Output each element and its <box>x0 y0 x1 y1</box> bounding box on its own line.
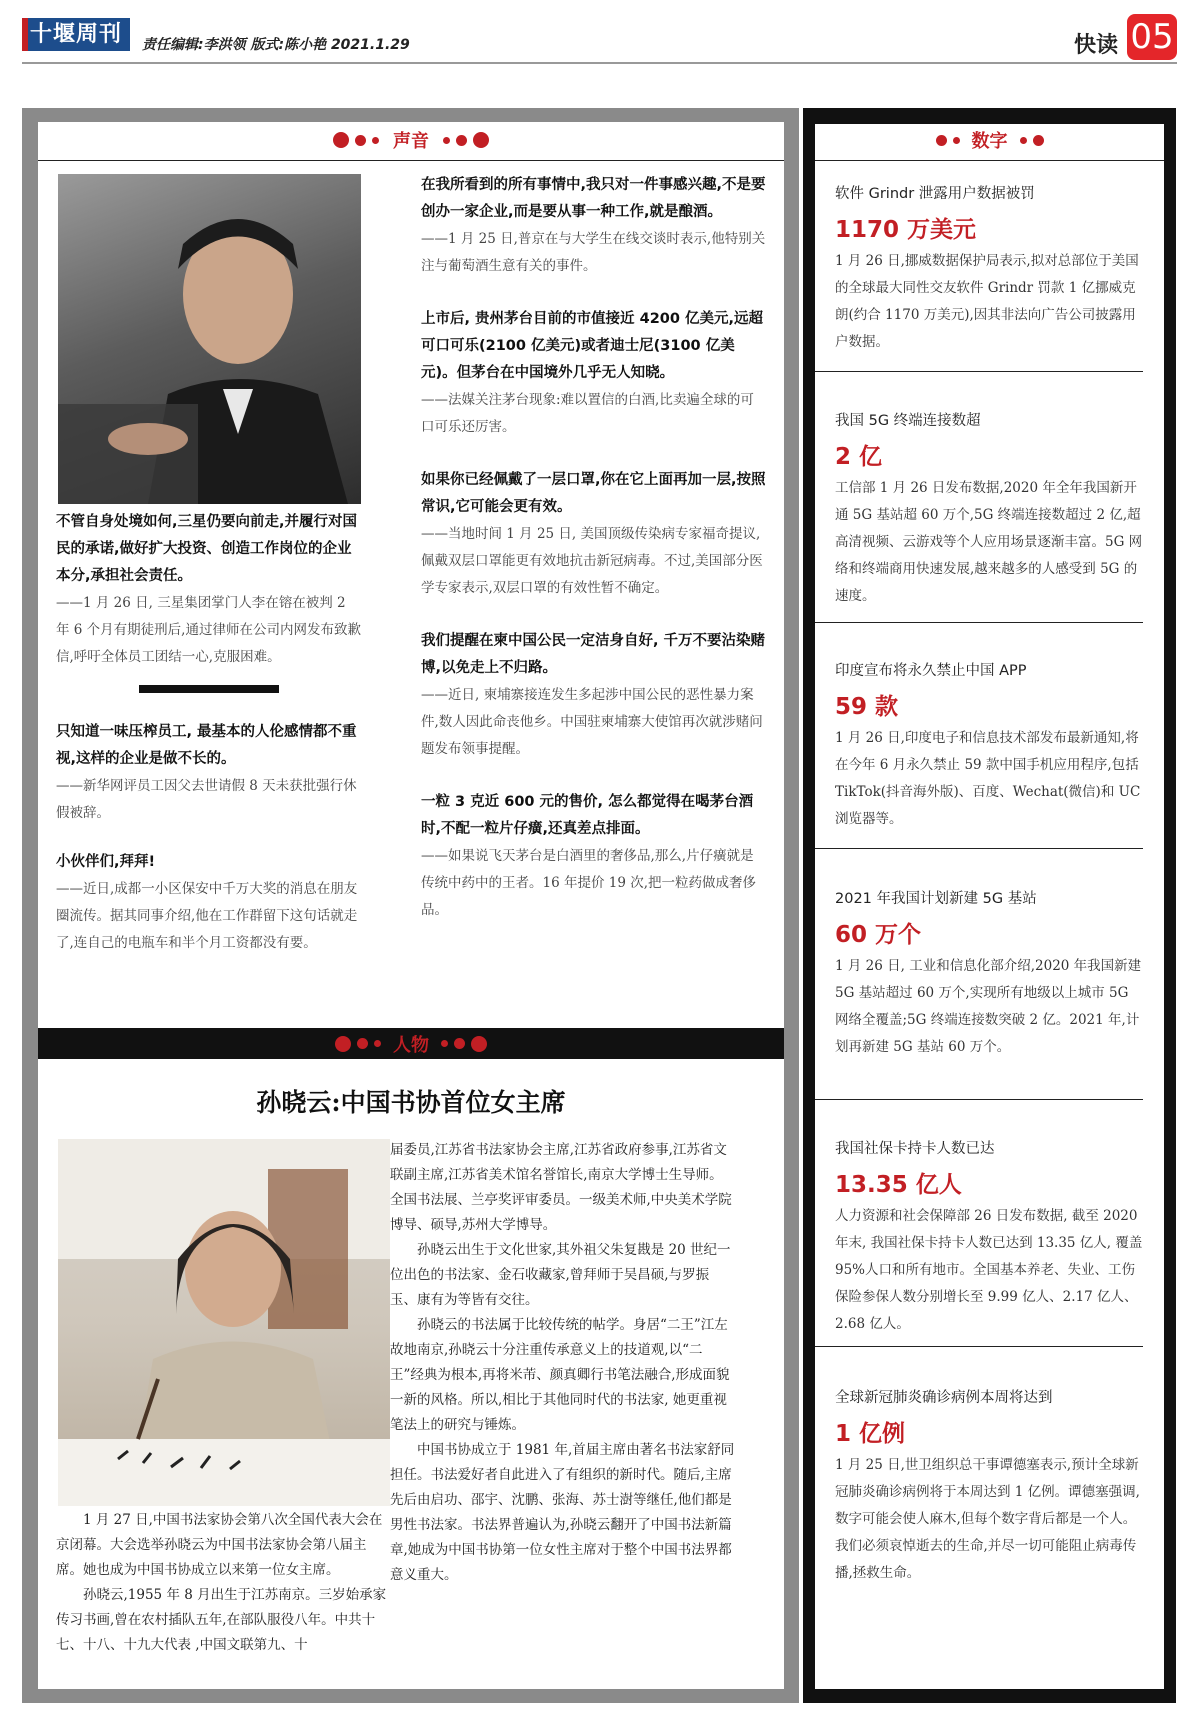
voices-panel <box>38 122 784 1028</box>
header-dot-icon <box>372 137 379 144</box>
number-title: 全球新冠肺炎确诊病例本周将达到 <box>835 1390 1053 1406</box>
number-title: 软件 Grindr 泄露用户数据被罚 <box>835 186 1035 202</box>
number-title: 我国 5G 终端连接数超 <box>835 413 981 429</box>
people-paragraph: 1 月 27 日,中国书法家协会第八次全国代表大会在京闭幕。大会选举孙晓云为中国书法家协会第八届主席。她也成为中国书协成立以来第一位女主席。 <box>56 1512 383 1578</box>
header-dot-icon <box>357 1038 368 1049</box>
header-dot-icon <box>456 135 467 146</box>
people-title: 人物 <box>393 1034 429 1056</box>
voice-note: ——如果说飞天茅台是白酒里的奢侈品,那么,片仔癀就是传统中药中的王者。16 年提价 19 次,把一粒药做成奢侈品。 <box>421 848 757 918</box>
number-body: 1 月 26 日,印度电子和信息技术部发布最新通知,将在今年 6 月永久禁止 59 款中国手机应用程序,包括 TikTok(抖音海外版)、百度、Wechat(微信)和 UC 浏览器等。 <box>835 730 1141 827</box>
voice-quote: 如果你已经佩戴了一层口罩,你在它上面再加一层,按照常识,它可能会更有效。 <box>421 472 766 515</box>
header-dot-icon <box>953 137 960 144</box>
number-item <box>835 659 1145 833</box>
voice-item <box>421 467 766 602</box>
number-divider <box>815 622 1143 623</box>
people-paragraph: 孙晓云出生于文化世家,其外祖父朱复戡是 20 世纪一位出色的书法家、金石收藏家,曾拜师于吴昌硕,与罗振玉、康有为等皆有交往。 <box>390 1242 731 1308</box>
voice-item <box>56 849 361 957</box>
numbers-header-rule <box>815 160 1164 161</box>
header-rule <box>22 62 1177 64</box>
calligraphy-photo-icon <box>58 1139 390 1506</box>
credits-line: 责任编辑:李洪领 版式:陈小艳 2021.1.29 <box>142 37 410 53</box>
number-value: 13.35 亿人 <box>835 1172 962 1198</box>
portrait-photo-icon <box>58 174 361 504</box>
header-dot-icon <box>355 135 366 146</box>
header-dot-icon <box>374 1040 381 1047</box>
number-title: 印度宣布将永久禁止中国 APP <box>835 663 1027 679</box>
people-panel <box>38 1059 784 1689</box>
header-dot-icon <box>936 135 947 146</box>
header-dot-icon <box>335 1036 351 1052</box>
calligrapher-photo <box>58 1139 390 1506</box>
number-item <box>835 1137 1145 1338</box>
header-dot-icon <box>471 1036 487 1052</box>
number-item <box>835 887 1145 1061</box>
header-dot-icon <box>443 137 450 144</box>
numbers-header <box>815 128 1164 152</box>
number-value: 60 万个 <box>835 922 922 948</box>
people-left-col <box>56 1508 392 1658</box>
voice-note: ——近日,成都一小区保安中千万大奖的消息在朋友圈流传。据其同事介绍,他在工作群留下这句话就走了,连自己的电瓶车和半个月工资都没有要。 <box>56 881 358 951</box>
number-divider <box>815 848 1143 849</box>
header-dot-icon <box>333 132 349 148</box>
number-divider <box>815 1346 1143 1347</box>
header-dot-icon <box>454 1038 465 1049</box>
number-item <box>835 182 1145 356</box>
number-value: 59 款 <box>835 694 899 720</box>
number-body: 工信部 1 月 26 日发布数据,2020 年全年我国新开通 5G 基站超 60 万个,5G 终端连接数超过 2 亿,超高清视频、云游戏等个人应用场景逐渐丰富。5G 网络和终端商用快速发展,越来越多的人感受到 5G 的速度。 <box>835 480 1143 604</box>
masthead-logo: 十堰周刊 <box>22 18 130 51</box>
voices-header <box>38 128 784 152</box>
section-name: 快读 <box>1074 33 1119 58</box>
voice-item <box>421 306 766 441</box>
number-body: 1 月 26 日,挪威数据保护局表示,拟对总部位于美国的全球最大同性交友软件 Grindr 罚款 1 亿挪威克朗(约合 1170 万美元),因其非法向广告公司披露用户数据。 <box>835 253 1139 350</box>
header-dot-icon <box>1033 135 1044 146</box>
people-paragraph: 中国书协成立于 1981 年,首届主席由著名书法家舒同担任。书法爱好者自此进入了有组织的新时代。随后,主席先后由启功、邵宇、沈鹏、张海、苏士澍等继任,他们都是男性书法家。书法界普遍认为,孙晓云翻开了中国书法新篇章,她成为中国书协第一位女性主席对于整个中国书法界都意义重大。 <box>390 1442 735 1583</box>
number-title: 我国社保卡持卡人数已达 <box>835 1141 995 1157</box>
number-body: 1 月 26 日, 工业和信息化部介绍,2020 年我国新建 5G 基站超过 60 万个,实现所有地级以上城市 5G 网络全覆盖;5G 终端连接数突破 2 亿。2021 年,计划再新建 5G 基站 60 万个。 <box>835 958 1142 1055</box>
voice-item <box>56 509 361 671</box>
people-right-col <box>390 1138 735 1588</box>
voices-title: 声音 <box>393 131 429 152</box>
voice-note: ——1 月 25 日,普京在与大学生在线交谈时表示,他特别关注与葡萄酒生意有关的事件。 <box>421 231 766 274</box>
header-dot-icon <box>1020 137 1027 144</box>
voice-item <box>56 719 361 827</box>
executive-photo <box>58 174 361 504</box>
voice-quote: 小伙伴们,拜拜! <box>56 854 156 870</box>
voice-note: ——当地时间 1 月 25 日, 美国顶级传染病专家福奇提议, 佩戴双层口罩能更有效地抗击新冠病毒。不过,美国部分医学专家表示,双层口罩的有效性暂不确定。 <box>421 526 763 596</box>
number-divider <box>815 1099 1143 1100</box>
voice-quote: 一粒 3 克近 600 元的售价, 怎么都觉得在喝茅台酒时,不配一粒片仔癀,还真差点排面。 <box>421 794 754 837</box>
voices-left-col <box>56 509 361 957</box>
people-paragraph: 孙晓云,1955 年 8 月出生于江苏南京。三岁始承家传习书画,曾在农村插队五年,在部队服役八年。中共十七、十八、十九大代表 ,中国文联第九、十 <box>56 1587 387 1653</box>
divider-bar <box>139 685 279 693</box>
number-divider <box>815 371 1143 372</box>
voice-note: ——近日, 柬埔寨接连发生多起涉中国公民的恶性暴力案件,数人因此命丧他乡。中国驻柬埔寨大使馆再次就涉赌问题发布领事提醒。 <box>421 687 763 757</box>
people-headline: 孙晓云:中国书协首位女主席 <box>256 1088 566 1117</box>
voice-quote: 上市后, 贵州茅台目前的市值接近 4200 亿美元,远超可口可乐(2100 亿美元)或者迪士尼(3100 亿美元)。但茅台在中国境外几乎无人知晓。 <box>421 311 764 381</box>
voice-quote: 我们提醒在柬中国公民一定洁身自好, 千万不要沾染赌博,以免走上不归路。 <box>421 633 766 676</box>
numbers-panel <box>815 124 1164 1689</box>
header-dot-icon <box>441 1040 448 1047</box>
voice-note: ——新华网评员工因父去世请假 8 天未获批强行休假被辞。 <box>56 778 357 821</box>
numbers-title: 数字 <box>971 131 1008 152</box>
voice-quote: 在我所看到的所有事情中,我只对一件事感兴趣,不是要创办一家企业,而是要从事一种工作,就是酿酒。 <box>421 177 766 220</box>
number-title: 2021 年我国计划新建 5G 基站 <box>835 891 1037 907</box>
people-paragraph: 届委员,江苏省书法家协会主席,江苏省政府参事,江苏省文联副主席,江苏省美术馆名誉馆长,南京大学博士生导师。全国书法展、兰亭奖评审委员。一级美术师,中央美术学院博导、硕导,苏州大学博导。 <box>390 1142 732 1233</box>
header-dot-icon <box>473 132 489 148</box>
number-value: 1170 万美元 <box>835 217 977 243</box>
voice-item <box>421 628 766 763</box>
voice-note: ——法媒关注茅台现象:难以置信的白酒,比卖遍全球的可口可乐还厉害。 <box>421 392 754 435</box>
voice-quote: 不管自身处境如何,三星仍要向前走,并履行对国民的承诺,做好扩大投资、创造工作岗位的企业本分,承担社会责任。 <box>56 514 358 584</box>
people-header <box>38 1028 784 1059</box>
number-value: 1 亿例 <box>835 1421 906 1447</box>
voice-quote: 只知道一味压榨员工, 最基本的人伦感情都不重视,这样的企业是做不长的。 <box>56 724 357 767</box>
number-body: 人力资源和社会保障部 26 日发布数据, 截至 2020 年末, 我国社保卡持卡人数已达到 13.35 亿人, 覆盖 95%人口和所有地市。全国基本养老、失业、工伤保险参保人数分别增长至 9.99 亿人、2.17 亿人、2.68 亿人。 <box>835 1208 1143 1332</box>
people-paragraph: 孙晓云的书法属于比较传统的帖学。身居“二王”江左故地南京,孙晓云十分注重传承意义上的技道观,以“二王”经典为根本,再将米芾、颜真卿行书笔法融合,形成面貌一新的风格。所以,相比于其他同时代的书法家, 她更重视笔法上的研究与锤炼。 <box>390 1317 730 1433</box>
number-item <box>835 409 1145 610</box>
number-value: 2 亿 <box>835 444 883 470</box>
voice-note: ——1 月 26 日, 三星集团掌门人李在镕在被判 2 年 6 个月有期徒刑后,通过律师在公司内网发布致歉信,呼吁全体员工团结一心,克服困难。 <box>56 595 361 665</box>
voice-item <box>421 172 766 280</box>
voices-header-rule <box>38 160 784 161</box>
voices-right-col <box>421 172 766 924</box>
number-body: 1 月 25 日,世卫组织总干事谭德塞表示,预计全球新冠肺炎确诊病例将于本周达到 1 亿例。谭德塞强调,数字可能会使人麻木,但每个数字背后都是一个人。我们必须哀悼逝去的生命,并尽一切可能阻止病毒传播,拯救生命。 <box>835 1457 1140 1581</box>
voice-item <box>421 789 766 924</box>
number-item <box>835 1386 1145 1587</box>
page-number-badge: 05 <box>1127 14 1177 60</box>
